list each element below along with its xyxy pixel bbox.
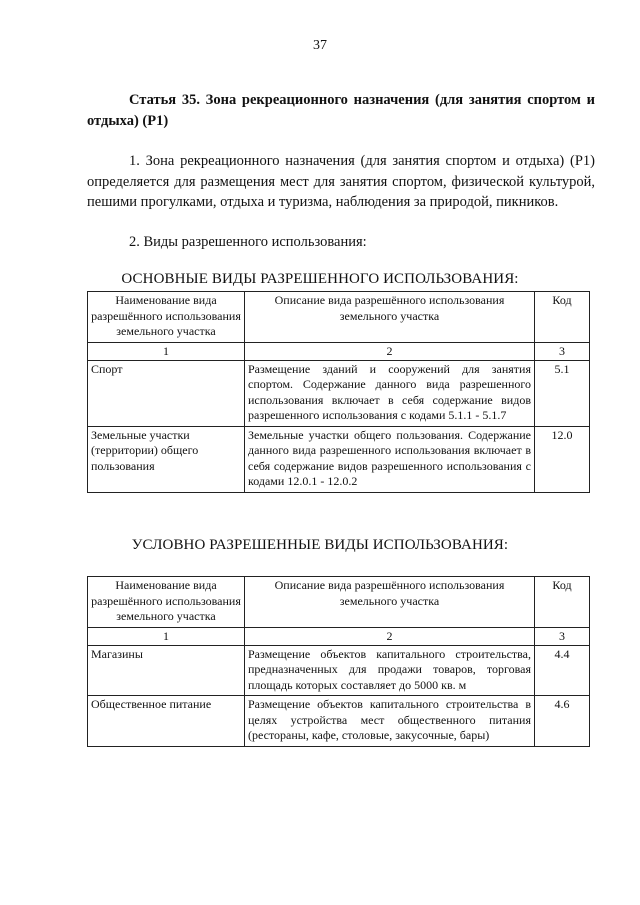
use-code: 12.0 — [535, 426, 590, 492]
main-uses-table — [87, 291, 590, 493]
use-description: Размещение объектов капитального строительства, предназначенных для продажи товаров, торговая площадь которых составляет до 5000 кв. м — [245, 645, 535, 696]
use-name: Земельные участки (территории) общего пользования — [88, 426, 245, 492]
column-header-description: Описание вида разрешённого использования земельного участка — [245, 292, 535, 343]
use-name: Спорт — [88, 360, 245, 426]
use-description: Размещение зданий и сооружений для занятия спортом. Содержание данного вида разрешенного использования включает в себя содержание видов разрешенного использования с кодами 5.1.1 - 5.1.7 — [245, 360, 535, 426]
use-code: 4.4 — [535, 645, 590, 696]
column-number-row — [88, 342, 590, 360]
use-code: 5.1 — [535, 360, 590, 426]
page-number: 37 — [313, 38, 327, 53]
use-description: Размещение объектов капитального строительства в целях устройства мест общественного питания (рестораны, кафе, столовые, закусочные, бары) — [245, 696, 535, 747]
column-number: 3 — [535, 342, 590, 360]
table-row — [88, 426, 590, 492]
use-name: Общественное питание — [88, 696, 245, 747]
main-uses-heading: ОСНОВНЫЕ ВИДЫ РАЗРЕШЕННОГО ИСПОЛЬЗОВАНИЯ: — [121, 271, 519, 287]
column-number: 1 — [88, 627, 245, 645]
column-number: 1 — [88, 342, 245, 360]
table-row — [88, 696, 590, 747]
table-row — [88, 360, 590, 426]
column-header-code: Код — [535, 292, 590, 343]
paragraph-zone-purpose: 1. Зона рекреационного назначения (для занятия спортом и отдыха) (Р1) определяется для размещения мест для занятия спортом, физической культурой, пешими прогулками, отдыха и туризма, наблюдения за природой, пикников. — [87, 153, 595, 210]
column-header-name: Наименование вида разрешённого использования земельного участка — [88, 577, 245, 628]
conditional-uses-table — [87, 576, 590, 747]
use-description: Земельные участки общего пользования. Содержание данного вида разрешенного использования включает в себя содержание видов разрешенного использования с кодами 12.0.1 - 12.0.2 — [245, 426, 535, 492]
column-header-name: Наименование вида разрешённого использования земельного участка — [88, 292, 245, 343]
column-number: 2 — [245, 627, 535, 645]
table-header-row — [88, 577, 590, 628]
use-code: 4.6 — [535, 696, 590, 747]
column-number: 2 — [245, 342, 535, 360]
article-title: Статья 35. Зона рекреационного назначения (для занятия спортом и отдыха) (Р1) — [87, 92, 595, 129]
table-header-row — [88, 292, 590, 343]
conditional-uses-heading: УСЛОВНО РАЗРЕШЕННЫЕ ВИДЫ ИСПОЛЬЗОВАНИЯ: — [131, 537, 509, 553]
paragraph-use-types: 2. Виды разрешенного использования: — [129, 234, 367, 250]
column-header-code: Код — [535, 577, 590, 628]
column-header-description: Описание вида разрешённого использования земельного участка — [245, 577, 535, 628]
table-row — [88, 645, 590, 696]
column-number: 3 — [535, 627, 590, 645]
use-name: Магазины — [88, 645, 245, 696]
column-number-row — [88, 627, 590, 645]
